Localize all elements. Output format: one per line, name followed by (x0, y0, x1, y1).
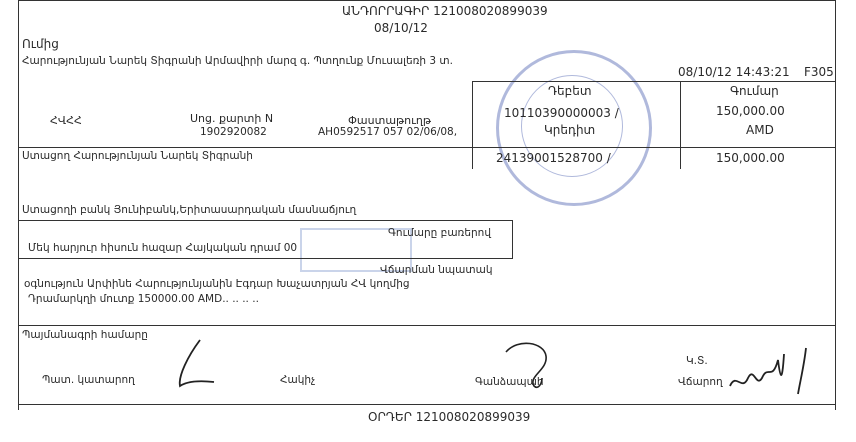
sender-name-address: Հարությունյան Նարեկ Տիգրանի Արմավիրի մարզ գ. Պտղունք Մուսալեռի 3 տ. (22, 55, 453, 67)
purpose-line-1: օգնություն Արփինե Հարությունյանին Էգդար Խաչատրյան ՀՎ կողմից (24, 278, 410, 290)
executor-signature-icon (168, 336, 228, 392)
cashier-label: Գանձապահ (475, 376, 544, 388)
debit-account: 10110390000003 / (504, 106, 619, 120)
sender-timestamp: 08/10/12 14:43:21 (678, 65, 790, 79)
amount-words-value: Մեկ հարյուր հիսուն հազար Հայկական դրամ 00 (28, 242, 298, 254)
payment-document (18, 0, 836, 442)
sender-code: F305 (804, 65, 834, 79)
grid-line (18, 147, 836, 148)
payer-label: Վճարող (678, 376, 723, 388)
payer-signature-icon (726, 342, 826, 398)
grid-line (512, 220, 513, 258)
credit-header: Կրեդիտ (544, 123, 596, 137)
accountant-label: Հակիչ (280, 374, 316, 386)
grid-line (472, 147, 473, 169)
sender-label: Ումից (22, 37, 59, 51)
contract-number-label: Պայմանագրի համարը (22, 329, 148, 341)
grid-line (18, 220, 513, 221)
recipient-name: Ստացող Հարությունյան Նարեկ Տիգրանի (22, 150, 253, 162)
currency: AMD (746, 123, 774, 137)
recipient-bank: Ստացողի բանկ Յունիբանկ,Երիտասարդական մասնաճյուղ (22, 204, 357, 216)
left-border (18, 0, 19, 410)
amount-words-label: Գումարը բառերով (388, 227, 491, 239)
grid-line (18, 404, 836, 405)
document-label: Փաստաթուղթ (348, 114, 431, 127)
document-date: 08/10/12 (374, 21, 428, 35)
credit-amount: 150,000.00 (716, 151, 785, 165)
hvhh-label: ՀՎՀՀ (50, 114, 82, 127)
cashier-signature-icon (498, 334, 568, 392)
account-label: Սոց. քարտի N (190, 112, 274, 125)
debit-header: Դեբետ (548, 84, 592, 98)
purpose-label: Վճարման նպատակ (380, 264, 493, 276)
right-border (835, 0, 836, 410)
grid-line (472, 81, 473, 148)
executor-label: Պատ. կատարող (42, 374, 135, 386)
grid-line (18, 258, 513, 259)
footer-document-number: ՕՐԴԵՐ 121008020899039 (368, 410, 531, 424)
purpose-line-2: Դրամարկղի մուտք 150000.00 AMD.. .. .. .. (28, 293, 259, 305)
document-value: AH0592517 057 02/06/08, (318, 126, 458, 138)
credit-account: 24139001528700 / (496, 151, 611, 165)
seal-place-label: Կ.Տ. (686, 355, 708, 367)
debit-amount: 150,000.00 (716, 104, 785, 118)
account-value: 1902920082 (200, 126, 267, 138)
grid-line (680, 81, 681, 148)
grid-line (18, 325, 836, 326)
grid-line (472, 81, 836, 82)
amount-header: Գումար (730, 84, 779, 98)
grid-line (680, 147, 681, 169)
top-border (18, 0, 836, 1)
document-title: ԱՆԴՈՐՐԱԳԻՐ 121008020899039 (342, 4, 548, 18)
